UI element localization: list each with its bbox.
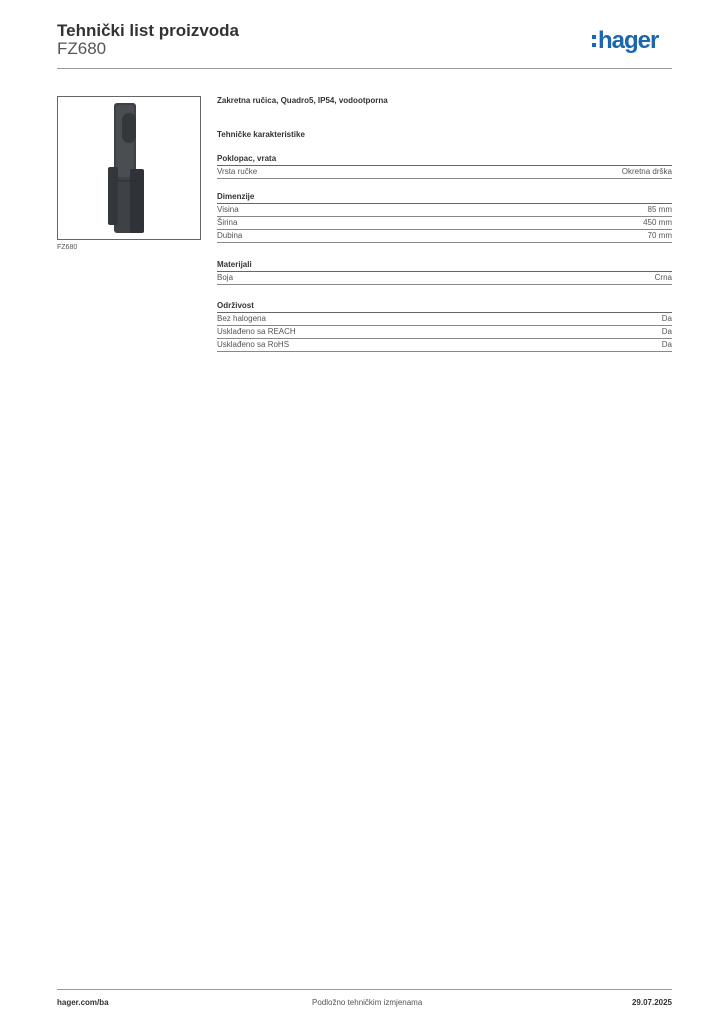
group-title: Dimenzije: [217, 192, 255, 201]
logo-text: hager: [598, 27, 659, 54]
spec-row: [217, 166, 672, 179]
spec-row: [217, 326, 672, 339]
footer-divider: [57, 989, 672, 990]
group-title: Poklopac, vrata: [217, 154, 277, 163]
spec-heading: Tehničke karakteristike: [217, 130, 305, 139]
spec-row: [217, 339, 672, 352]
product-image: [57, 96, 201, 240]
spec-label: Usklađeno sa RoHS: [217, 340, 290, 349]
spec-label: Boja: [217, 273, 234, 282]
spec-group-sustainability: [217, 300, 672, 352]
hager-logo[interactable]: [591, 26, 675, 58]
spec-label: Dubina: [217, 231, 243, 240]
spec-value: Crna: [654, 273, 672, 282]
spec-group-dimensions: [217, 191, 672, 243]
spec-row: [217, 204, 672, 217]
spec-label: Bez halogena: [217, 314, 266, 323]
spec-label: Visina: [217, 205, 239, 214]
footer-date: 29.07.2025: [631, 998, 672, 1007]
spec-row: [217, 230, 672, 243]
spec-value: 450 mm: [643, 218, 672, 227]
spec-row: [217, 217, 672, 230]
spec-label: Vrsta ručke: [217, 167, 258, 176]
spec-value: Da: [661, 340, 672, 349]
spec-group-materials: [217, 259, 672, 285]
spec-value: 85 mm: [647, 205, 672, 214]
spec-value: Da: [661, 327, 672, 336]
spec-value: Okretna drška: [621, 167, 672, 176]
footer-notice: Podložno tehničkim izmjenama: [312, 998, 423, 1007]
header-divider: [57, 68, 672, 69]
document-title: Tehnički list proizvoda: [57, 21, 239, 40]
group-title: Održivost: [217, 301, 254, 310]
group-title: Materijali: [217, 260, 252, 269]
image-caption: FZ680: [57, 244, 78, 251]
spec-label: Usklađeno sa REACH: [217, 327, 296, 336]
spec-label: Širina: [217, 218, 238, 227]
spec-group-cover: [217, 153, 672, 179]
product-description: Zakretna ručica, Quadro5, IP54, vodootporna: [217, 96, 388, 105]
footer-website-link[interactable]: hager.com/ba: [57, 998, 109, 1007]
spec-value: 70 mm: [647, 231, 672, 240]
spec-row: [217, 313, 672, 326]
product-code: FZ680: [57, 39, 107, 58]
spec-value: Da: [661, 314, 672, 323]
spec-row: [217, 272, 672, 285]
